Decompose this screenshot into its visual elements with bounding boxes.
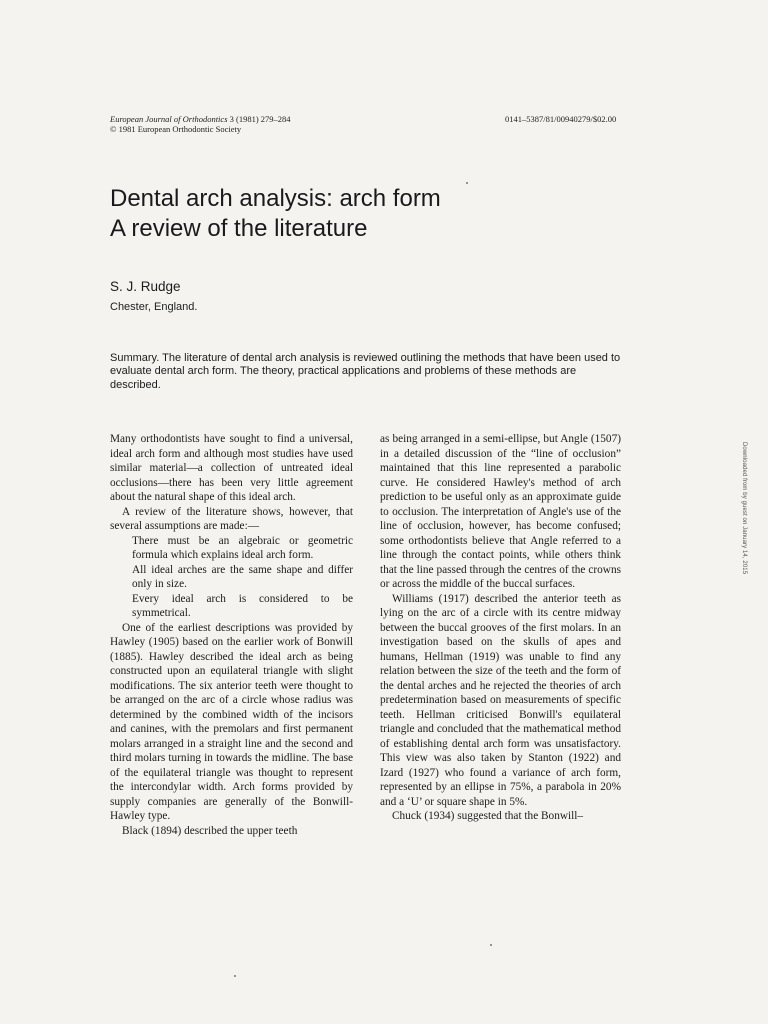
journal-name: European Journal of Orthodontics xyxy=(110,114,228,124)
paragraph: Williams (1917) described the anterior teeth as lying on the arc of a circle with its centre midway between the buccal grooves of the first molars. In an investigation based on the skulls of apes and humans, Hellman (1919) was unable to find any relation between the size of the teeth and the form of the dental arches and he rejected the theories of arch predetermination based on measurements of specific teeth. Hellman criticised Bonwill's equilateral triangle and concluded that the mathematical method of establishing dental arch form was unsatisfactory. This view was also taken by Stanton (1922) and Izard (1927) who found a variance of arch form, represented by an ellipse in 75%, a parabola in 20% and a ‘U’ or square shape in 5%. xyxy=(380,592,621,808)
paragraph: A review of the literature shows, however, that several assumptions are made:— xyxy=(110,505,353,533)
paragraph: Many orthodontists have sought to find a universal, ideal arch form and although most studies have used similar material—a collection of untreated ideal occlusions—there has been very little agreement about the natural shape of this ideal arch. xyxy=(110,433,353,504)
journal-citation xyxy=(110,114,291,134)
summary-paragraph: Summary. The literature of dental arch analysis is reviewed outlining the methods that have been used to evaluate dental arch form. The theory, practical applications and problems of these methods are described. xyxy=(110,352,621,391)
list-item: All ideal arches are the same shape and differ only in size. xyxy=(132,563,353,591)
title-line-2: A review of the literature xyxy=(110,215,368,242)
paragraph: Chuck (1934) suggested that the Bonwill– xyxy=(392,810,584,823)
article-title xyxy=(110,184,441,244)
body-column-right xyxy=(380,432,621,824)
copyright-line: © 1981 European Orthodontic Society xyxy=(110,124,242,134)
title-line-1: Dental arch analysis: arch form xyxy=(110,185,441,212)
download-stamp: Downloaded from by guest on January 14, 2015 xyxy=(741,442,747,575)
assumption-list xyxy=(110,534,353,621)
body-column-left xyxy=(110,432,353,838)
list-item: Every ideal arch is considered to be symmetrical. xyxy=(132,592,353,620)
author-name: S. J. Rudge xyxy=(110,279,181,294)
paragraph: One of the earliest descriptions was provided by Hawley (1905) based on the earlier work of Bonwill (1885). Hawley described the ideal arch as being constructed upon an equilateral triangle with slight modifications. The six anterior teeth were thought to be arranged on the arc of a circle whose radius was determined by the combined width of the incisors and canines, with the premolars and first permanent molars arranged in a straight line and the second and third molars turning in towards the midline. The base of the equilateral triangle was thought to represent the intercondylar width. Arch forms provided by supply companies are generally of the Bonwill-Hawley type. xyxy=(110,621,353,823)
scan-speck xyxy=(490,944,492,946)
scan-speck xyxy=(466,182,468,184)
paragraph: Black (1894) described the upper teeth xyxy=(122,824,298,837)
article-code: 0141–5387/81/00940279/$02.00 xyxy=(505,114,617,124)
list-item: There must be an algebraic or geometric formula which explains ideal arch form. xyxy=(132,534,353,562)
paragraph: as being arranged in a semi-ellipse, but Angle (1507) in a detailed discussion of the “line of occlusion” maintained that this line represented a parabolic curve. He considered Hawley's method of arch prediction to be useful only as an approximate guide to occlusion. The interpretation of Angle's use of the line of occlusion, however, has become confused; some orthodontists believe that Angle referred to a line through the contact points, while others think that the line passed through the centres of the crowns or across the middle of the buccal surfaces. xyxy=(380,433,621,591)
scan-speck xyxy=(234,975,236,977)
author-affiliation: Chester, England. xyxy=(110,301,198,313)
journal-volume-pages: 3 (1981) 279–284 xyxy=(227,114,291,124)
